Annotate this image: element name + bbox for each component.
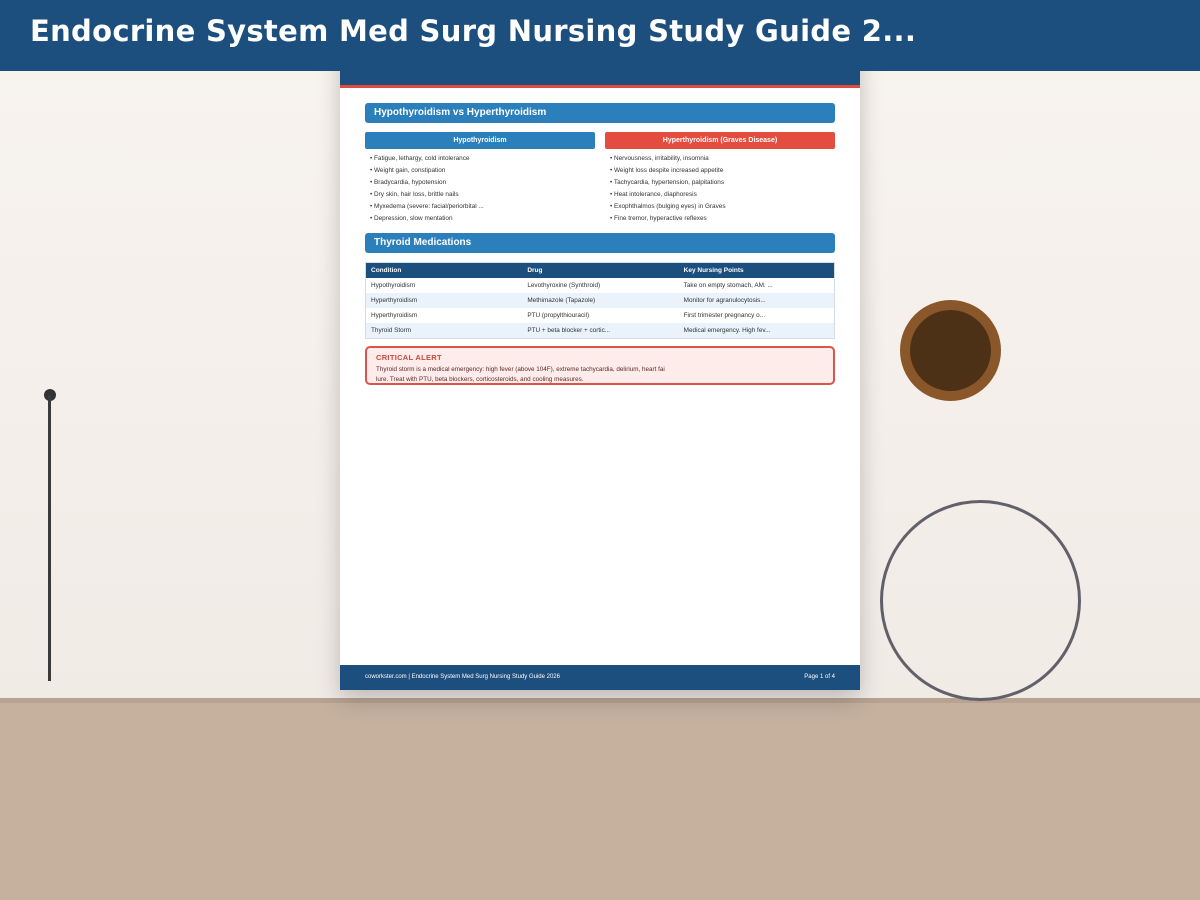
stethoscope-ring bbox=[880, 500, 1081, 701]
table-cell: PTU + beta blocker + cortic... bbox=[527, 327, 611, 334]
table-cell: Methimazole (Tapazole) bbox=[527, 297, 596, 304]
alert-body: Thyroid storm is a medical emergency: high fever (above 104F), extreme tachycardia, delirium, heart failure. Treat with PTU, beta blockers, corticosteroids, and cooling measures. bbox=[376, 366, 665, 383]
hyperthyroidism-symptom-list bbox=[610, 153, 840, 225]
section-title-thyroid-comparison: Hypothyroidism vs Hyperthyroidism bbox=[365, 103, 835, 123]
coffee-cup bbox=[900, 300, 1001, 401]
list-item: • Exophthalmos (bulging eyes) in Graves bbox=[610, 203, 726, 210]
list-item: • Bradycardia, hypotension bbox=[370, 179, 447, 186]
list-item: • Depression, slow mentation bbox=[370, 215, 453, 222]
column-heading-hyperthyroidism: Hyperthyroidism (Graves Disease) bbox=[605, 132, 835, 149]
page-footer bbox=[340, 665, 860, 690]
table-cell: Take on empty stomach, AM. ... bbox=[683, 282, 773, 289]
footer-source-text: coworkster.com | Endocrine System Med Surg Nursing Study Guide 2026 bbox=[365, 674, 560, 680]
table-header-row bbox=[366, 263, 834, 278]
coffee-liquid bbox=[910, 310, 991, 391]
table-cell: Hypothyroidism bbox=[371, 282, 416, 289]
lamp-pole bbox=[48, 395, 51, 681]
table-cell: Thyroid Storm bbox=[371, 327, 412, 334]
table-row bbox=[366, 278, 834, 293]
table-header-cell: Condition bbox=[371, 267, 402, 274]
list-item: • Weight loss despite increased appetite bbox=[610, 167, 724, 174]
section-title-thyroid-medications: Thyroid Medications bbox=[365, 233, 835, 253]
table-cell: Hyperthyroidism bbox=[371, 297, 418, 304]
table-cell: PTU (propylthiouracil) bbox=[527, 312, 590, 319]
table-cell: Medical emergency. High fev... bbox=[683, 327, 771, 334]
table-header-cell: Key Nursing Points bbox=[683, 267, 744, 274]
list-item: • Fatigue, lethargy, cold intolerance bbox=[370, 155, 470, 162]
desk-surface bbox=[0, 698, 1200, 900]
table-cell: Hyperthyroidism bbox=[371, 312, 418, 319]
column-heading-hypothyroidism: Hypothyroidism bbox=[365, 132, 595, 149]
table-row bbox=[366, 323, 834, 338]
list-item: • Tachycardia, hypertension, palpitations bbox=[610, 179, 725, 186]
alert-title: CRITICAL ALERT bbox=[376, 353, 442, 362]
title-bar bbox=[0, 0, 1200, 71]
page-number: Page 1 of 4 bbox=[804, 674, 835, 680]
window-title: Endocrine System Med Surg Nursing Study Guide 2... bbox=[30, 14, 917, 48]
list-item: • Myxedema (severe: facial/periorbital ... bbox=[370, 203, 484, 210]
list-item: • Heat intolerance, diaphoresis bbox=[610, 191, 697, 198]
table-cell: Monitor for agranulocytosis... bbox=[683, 297, 766, 304]
table-row bbox=[366, 308, 834, 323]
document-page[interactable] bbox=[340, 40, 860, 690]
list-item: • Fine tremor, hyperactive reflexes bbox=[610, 215, 707, 222]
hypothyroidism-symptom-list bbox=[370, 153, 600, 225]
table-cell: First trimester pregnancy o... bbox=[683, 312, 765, 319]
list-item: • Nervousness, irritability, insomnia bbox=[610, 155, 709, 162]
list-item: • Dry skin, hair loss, brittle nails bbox=[370, 191, 459, 198]
table-header-cell: Drug bbox=[527, 267, 543, 274]
critical-alert-box bbox=[365, 346, 835, 385]
medications-table bbox=[365, 262, 835, 339]
table-row bbox=[366, 293, 834, 308]
table-cell: Levothyroxine (Synthroid) bbox=[527, 282, 601, 289]
list-item: • Weight gain, constipation bbox=[370, 167, 446, 174]
